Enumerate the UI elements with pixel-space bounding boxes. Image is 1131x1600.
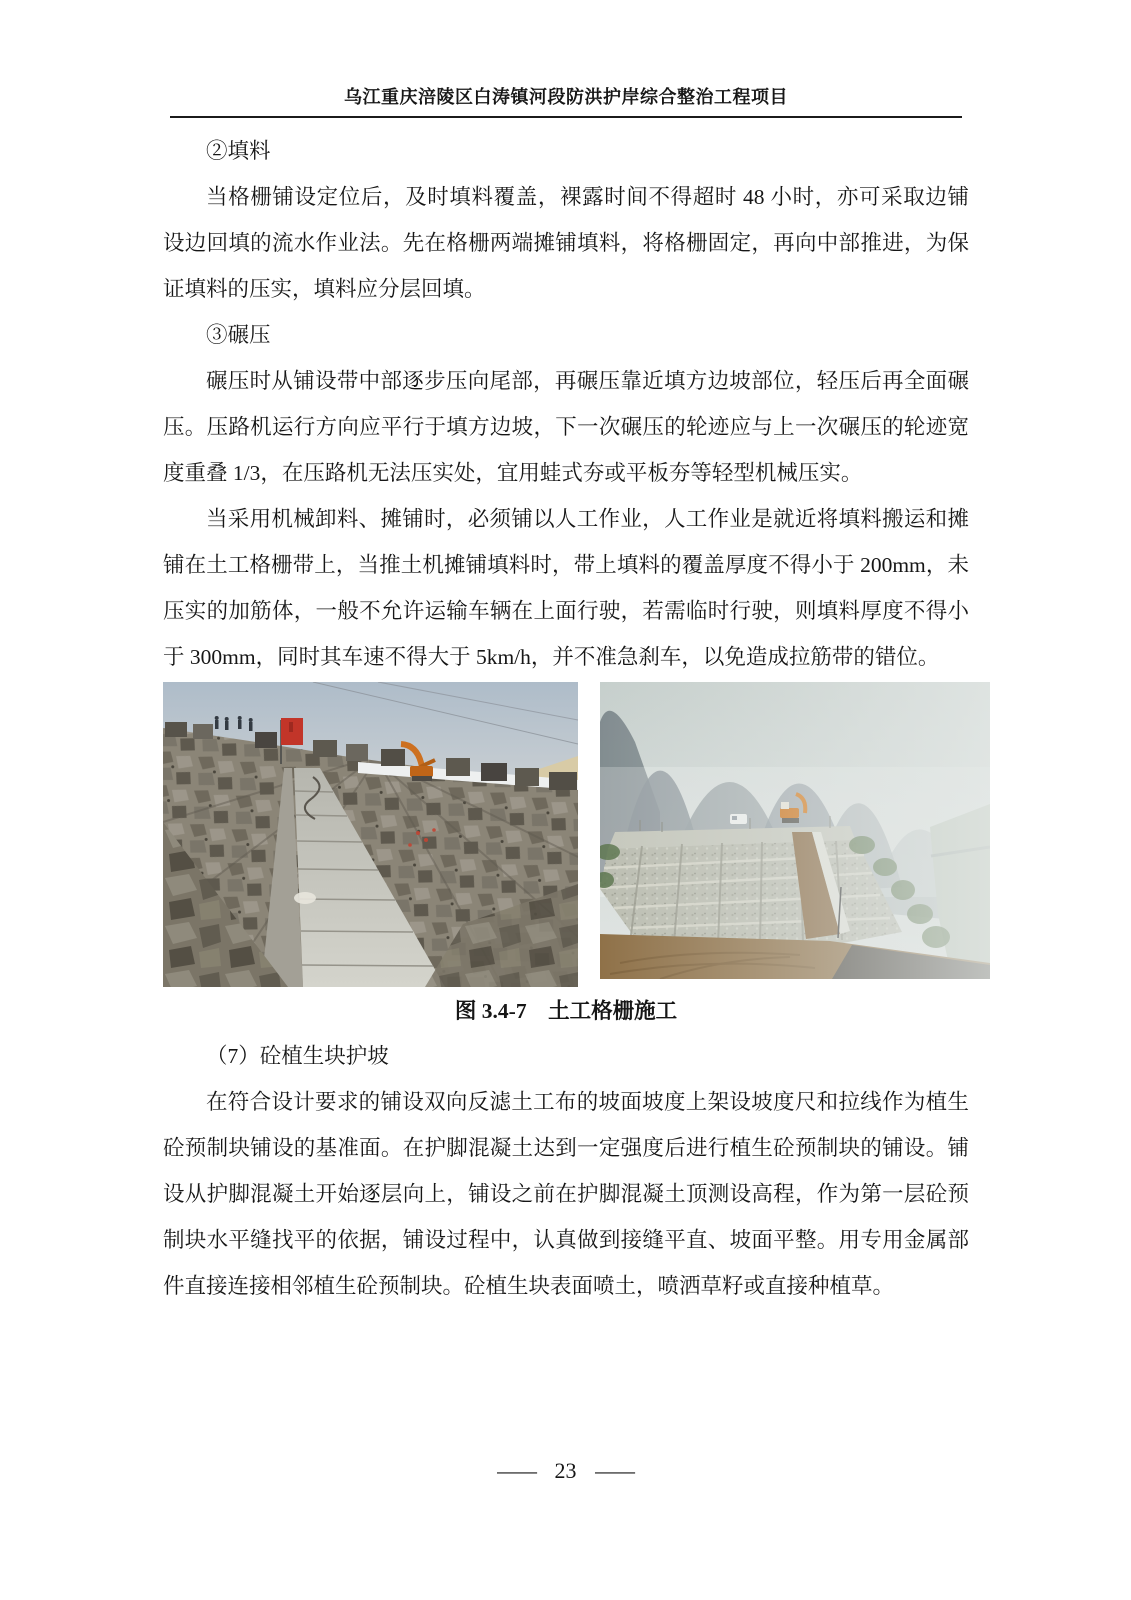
- figure-3-4-7: [163, 682, 969, 1033]
- subheading-fill-material: ②填料: [206, 139, 271, 163]
- subheading-rolling: ③碾压: [206, 323, 271, 347]
- figure-caption: 图 3.4-7 土工格栅施工: [454, 999, 678, 1023]
- document-title: 乌江重庆涪陵区白涛镇河段防洪护岸综合整治工程项目: [344, 87, 788, 107]
- construction-photo-riprap-stairway: [163, 682, 578, 987]
- photo-left-graphic: [163, 682, 578, 987]
- page-footer: [0, 1456, 1131, 1486]
- paragraph-fill-material: 当格栅铺设定位后，及时填料覆盖，裸露时间不得超时 48 小时，亦可采取边铺设边回填的流水作业法。先在格栅两端摊铺填料，将格栅固定，再向中部推进，为保证填料的压实，填料应分层回填。: [163, 185, 969, 301]
- footer-dash-left: —: [496, 1458, 537, 1483]
- fog-overlay: [600, 682, 990, 979]
- subheading-planting-block: （7）砼植生块护坡: [206, 1044, 389, 1068]
- running-header: [170, 0, 962, 118]
- page-body: [163, 128, 969, 1309]
- paragraph-planting-block: 在符合设计要求的铺设双向反滤土工布的坡面坡度上架设坡度尺和拉线作为植生砼预制块铺设的基准面。在护脚混凝土达到一定强度后进行植生砼预制块的铺设。铺设从护脚混凝土开始逐层向上，铺设之前在护脚混凝土顶测设高程，作为第一层砼预制块水平缝找平的依据，铺设过程中，认真做到接缝平直、坡面平整。用专用金属部件直接连接相邻植生砼预制块。砼植生块表面喷土，喷洒草籽或直接种植草。: [163, 1090, 969, 1298]
- photo-row: [163, 682, 969, 987]
- footer-dash-right: —: [594, 1458, 635, 1483]
- paragraph-rolling: 碾压时从铺设带中部逐步压向尾部，再碾压靠近填方边坡部位，轻压后再全面碾压。压路机运行方向应平行于填方边坡，下一次碾压的轮迹应与上一次碾压的轮迹宽度重叠 1/3，在压路机无法压实处，宜用蛙式夯或平板夯等轻型机械压实。: [163, 369, 969, 485]
- white-debris: [294, 892, 316, 904]
- page-number: 23: [554, 1458, 577, 1483]
- paragraph-mechanical-spreading: 当采用机械卸料、摊铺时，必须铺以人工作业，人工作业是就近将填料搬运和摊铺在土工格栅带上，当推土机摊铺填料时，带上填料的覆盖厚度不得小于 200mm，未压实的加筋体，一般不允许运输车辆在上面行驶，若需临时行驶，则填料厚度不得小于 300mm，同时其车速不得大于 5km/h，并不准急刹车，以免造成拉筋带的错位。: [163, 507, 969, 669]
- construction-photo-riverbank-aerial: [600, 682, 990, 979]
- photo-right-graphic: [600, 682, 990, 979]
